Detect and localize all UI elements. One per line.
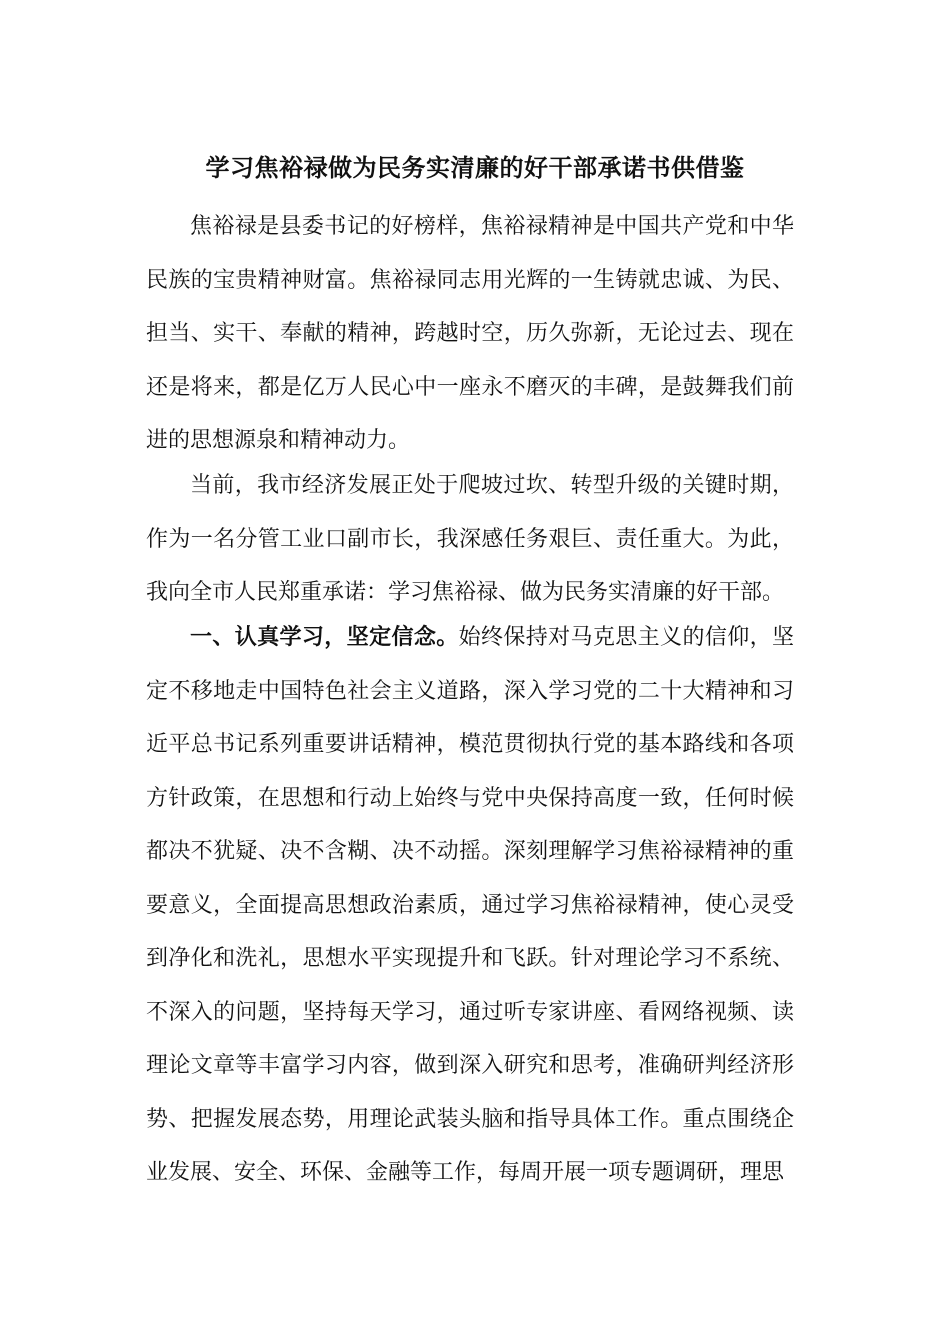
paragraph-section-one bbox=[146, 611, 794, 1200]
paragraph-commitment-text: 当前，我市经济发展正处于爬坡过坎、转型升级的关键时期，作为一名分管工业口副市长，我深感任务艰巨、责任重大。为此，我向全市人民郑重承诺：学习焦裕禄、做为民务实清廉的好干部。 bbox=[146, 473, 794, 605]
paragraph-intro-text: 焦裕禄是县委书记的好榜样，焦裕禄精神是中国共产党和中华民族的宝贵精神财富。焦裕禄同志用光辉的一生铸就忠诚、为民、担当、实干、奉献的精神，跨越时空，历久弥新，无论过去、现在还是将来，都是亿万人民心中一座永不磨灭的丰碑，是鼓舞我们前进的思想源泉和精神动力。 bbox=[146, 214, 794, 453]
section-one-heading: 一、认真学习，坚定信念。 bbox=[190, 624, 459, 650]
document-title: 学习焦裕禄做为民务实清廉的好干部承诺书供借鉴 bbox=[205, 153, 745, 182]
paragraph-intro bbox=[146, 200, 794, 468]
section-one-text: 始终保持对马克思主义的信仰，坚定不移地走中国特色社会主义道路，深入学习党的二十大精神和习近平总书记系列重要讲话精神，模范贯彻执行党的基本路线和各项方针政策，在思想和行动上始终与党中央保持高度一致，任何时候都决不犹疑、决不含糊、决不动摇。深刻理解学习焦裕禄精神的重要意义，全面提高思想政治素质，通过学习焦裕禄精神，使心灵受到净化和洗礼，思想水平实现提升和飞跃。针对理论学习不系统、不深入的问题，坚持每天学习，通过听专家讲座、看网络视频、读理论文章等丰富学习内容，做到深入研究和思考，准确研判经济形势、把握发展态势，用理论武装头脑和指导具体工作。重点围绕企业发展、安全、环保、金融等工作，每周开展一项专题调研，理思 bbox=[146, 625, 794, 1185]
paragraph-commitment bbox=[146, 459, 794, 620]
